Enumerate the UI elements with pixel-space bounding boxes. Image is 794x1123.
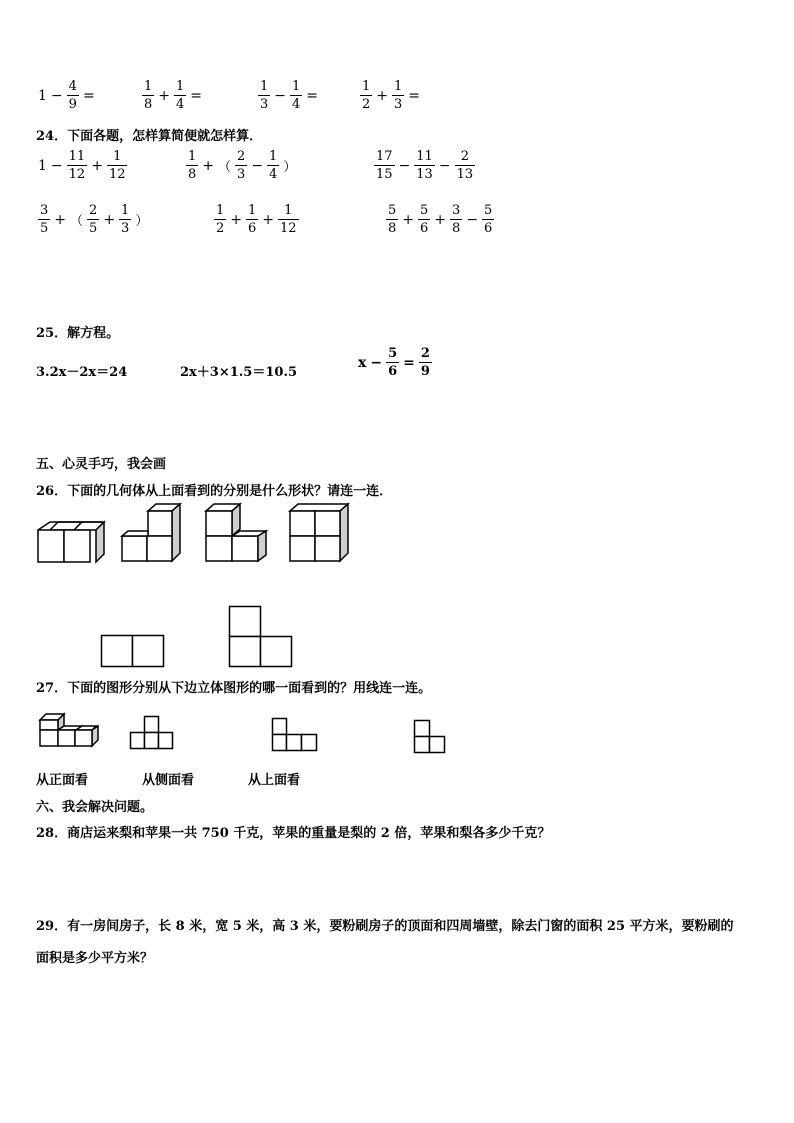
- numerator: 1: [113, 149, 122, 164]
- operator: −: [251, 157, 264, 174]
- q23-expr-2: [140, 80, 204, 111]
- numerator: 2: [460, 149, 469, 164]
- q24-expr-2: [184, 150, 298, 181]
- fraction: [386, 204, 398, 235]
- denominator: 5: [40, 221, 49, 236]
- q27-label-side: 从侧面看: [142, 773, 195, 788]
- operator: +: [230, 211, 243, 228]
- operator: =: [408, 87, 421, 104]
- operator: =: [306, 87, 319, 104]
- q26-solid-2: [122, 503, 184, 563]
- q27-view-a: [130, 716, 176, 750]
- fraction: [142, 80, 154, 111]
- fraction: [87, 204, 99, 235]
- q26-title: 26．下面的几何体从上面看到的分别是什么形状？请连一连．: [36, 484, 393, 499]
- denominator: 8: [388, 221, 397, 236]
- q23-expr-1: [36, 80, 97, 111]
- q27-solid: [40, 712, 102, 752]
- operator: +: [103, 211, 116, 228]
- q25-title: 25．解方程。: [36, 326, 120, 341]
- numerator: 1: [176, 79, 185, 94]
- number: x: [358, 354, 367, 371]
- numerator: 5: [420, 203, 429, 218]
- fraction: [455, 150, 476, 181]
- q26-solid-1: [38, 518, 102, 564]
- denominator: 6: [388, 364, 398, 379]
- numerator: 3: [40, 203, 49, 218]
- numerator: 1: [269, 149, 278, 164]
- denominator: 5: [89, 221, 98, 236]
- q27-view-b: [272, 718, 320, 752]
- denominator: 6: [484, 221, 493, 236]
- fraction: [38, 204, 50, 235]
- q24-title: 24．下面各题，怎样算简便就怎样算．: [36, 129, 263, 144]
- operator: =: [190, 87, 203, 104]
- q23-expr-3: [256, 80, 320, 111]
- denominator: 4: [269, 167, 278, 182]
- denominator: 2: [362, 97, 371, 112]
- numerator: 1: [260, 79, 269, 94]
- denominator: 9: [68, 97, 77, 112]
- q27-label-top: 从上面看: [248, 773, 301, 788]
- numerator: 1: [248, 203, 257, 218]
- denominator: 9: [420, 364, 430, 379]
- q27-title: 27．下面的图形分别从下边立体图形的哪一面看到的？用线连一连。: [36, 681, 432, 696]
- operator: +: [402, 211, 415, 228]
- numerator: 2: [237, 149, 246, 164]
- q29-text-line-1: 29．有一房间房子，长 8 米，宽 5 米，高 3 米，要粉刷房子的顶面和四周墙壁，除去门窗的面积 25 平方米，要粉刷的: [36, 919, 734, 934]
- fraction: [107, 150, 128, 181]
- denominator: 4: [292, 97, 301, 112]
- denominator: 15: [376, 167, 393, 182]
- parenthesis: （: [218, 160, 232, 175]
- section-5-heading: 五、心灵手巧，我会画: [36, 457, 167, 472]
- numerator: 1: [394, 79, 403, 94]
- operator: +: [54, 211, 67, 228]
- numerator: 1: [216, 203, 225, 218]
- denominator: 12: [68, 167, 86, 182]
- operator: +: [262, 211, 275, 228]
- denominator: 6: [420, 221, 429, 236]
- denominator: 3: [260, 97, 269, 112]
- numerator: 5: [388, 203, 397, 218]
- denominator: 12: [280, 221, 297, 236]
- operator: +: [202, 157, 215, 174]
- denominator: 3: [121, 221, 130, 236]
- q25-eq-1: 3.2x－2x＝24: [36, 365, 128, 380]
- numerator: 1: [188, 149, 197, 164]
- q27-label-front: 从正面看: [36, 773, 89, 788]
- parenthesis: ）: [135, 214, 149, 229]
- denominator: 8: [188, 167, 197, 182]
- fraction: [186, 150, 198, 181]
- parenthesis: （: [70, 214, 84, 229]
- operator: −: [50, 87, 63, 104]
- operator: =: [82, 87, 95, 104]
- parenthesis: ）: [283, 160, 297, 175]
- fraction: [278, 204, 299, 235]
- section-6-heading: 六、我会解决问题。: [36, 800, 154, 815]
- fraction: [119, 204, 131, 235]
- numerator: 2: [420, 346, 430, 361]
- denominator: 3: [394, 97, 403, 112]
- operator: −: [370, 354, 383, 371]
- denominator: 4: [176, 97, 185, 112]
- operator: −: [438, 157, 451, 174]
- numerator: 3: [452, 203, 461, 218]
- fraction: [386, 347, 399, 378]
- fraction: [482, 204, 494, 235]
- numerator: 1: [292, 79, 301, 94]
- fraction: [450, 204, 462, 235]
- q24-expr-4: [36, 204, 150, 235]
- fraction: [360, 80, 372, 111]
- numerator: 11: [416, 149, 433, 164]
- operator: −: [274, 87, 287, 104]
- denominator: 8: [452, 221, 461, 236]
- numerator: 17: [376, 149, 393, 164]
- fraction: [418, 204, 430, 235]
- operator: =: [403, 354, 415, 371]
- q27-view-c: [414, 720, 448, 756]
- numerator: 11: [68, 149, 86, 164]
- q24-expr-6: [384, 204, 496, 235]
- fraction: [392, 80, 404, 111]
- q25-eq-3: [356, 347, 434, 378]
- fraction: [414, 150, 435, 181]
- operator: +: [434, 211, 447, 228]
- operator: +: [91, 157, 103, 174]
- number: 1: [38, 157, 47, 174]
- denominator: 13: [416, 167, 433, 182]
- operator: +: [158, 87, 171, 104]
- fraction: [258, 80, 270, 111]
- numerator: 5: [388, 346, 398, 361]
- operator: −: [50, 157, 63, 174]
- fraction: [67, 150, 88, 181]
- denominator: 2: [216, 221, 225, 236]
- fraction: [67, 80, 79, 111]
- q23-expr-4: [358, 80, 422, 111]
- operator: −: [466, 211, 479, 228]
- q29-text-line-2: 面积是多少平方米？: [36, 951, 154, 966]
- fraction: [246, 204, 258, 235]
- q26-solid-4: [290, 503, 352, 563]
- number: 1: [38, 87, 47, 104]
- fraction: [174, 80, 186, 111]
- numerator: 1: [144, 79, 153, 94]
- numerator: 1: [121, 203, 130, 218]
- q28-text: 28．商店运来梨和苹果一共 750 千克，苹果的重量是梨的 2 倍，苹果和梨各多少千克？: [36, 826, 551, 841]
- denominator: 6: [248, 221, 257, 236]
- fraction: [290, 80, 302, 111]
- numerator: 4: [68, 79, 77, 94]
- q25-eq-2: 2x＋3×1.5＝10.5: [180, 365, 298, 380]
- q24-expr-3: [372, 150, 477, 181]
- q26-top-view-b: [229, 606, 293, 668]
- fraction: [235, 150, 247, 181]
- denominator: 13: [456, 167, 474, 182]
- fraction: [214, 204, 226, 235]
- numerator: 1: [362, 79, 371, 94]
- numerator: 1: [284, 203, 293, 218]
- fraction: [374, 150, 395, 181]
- numerator: 5: [484, 203, 493, 218]
- denominator: 8: [144, 97, 153, 112]
- numerator: 2: [89, 203, 98, 218]
- q24-expr-5: [212, 204, 301, 235]
- denominator: 12: [108, 167, 126, 182]
- q24-expr-1: [36, 150, 129, 181]
- denominator: 3: [237, 167, 246, 182]
- operator: −: [398, 157, 411, 174]
- q26-top-view-a: [101, 635, 165, 667]
- q26-solid-3: [206, 503, 270, 563]
- fraction: [267, 150, 279, 181]
- operator: +: [376, 87, 389, 104]
- fraction: [419, 347, 432, 378]
